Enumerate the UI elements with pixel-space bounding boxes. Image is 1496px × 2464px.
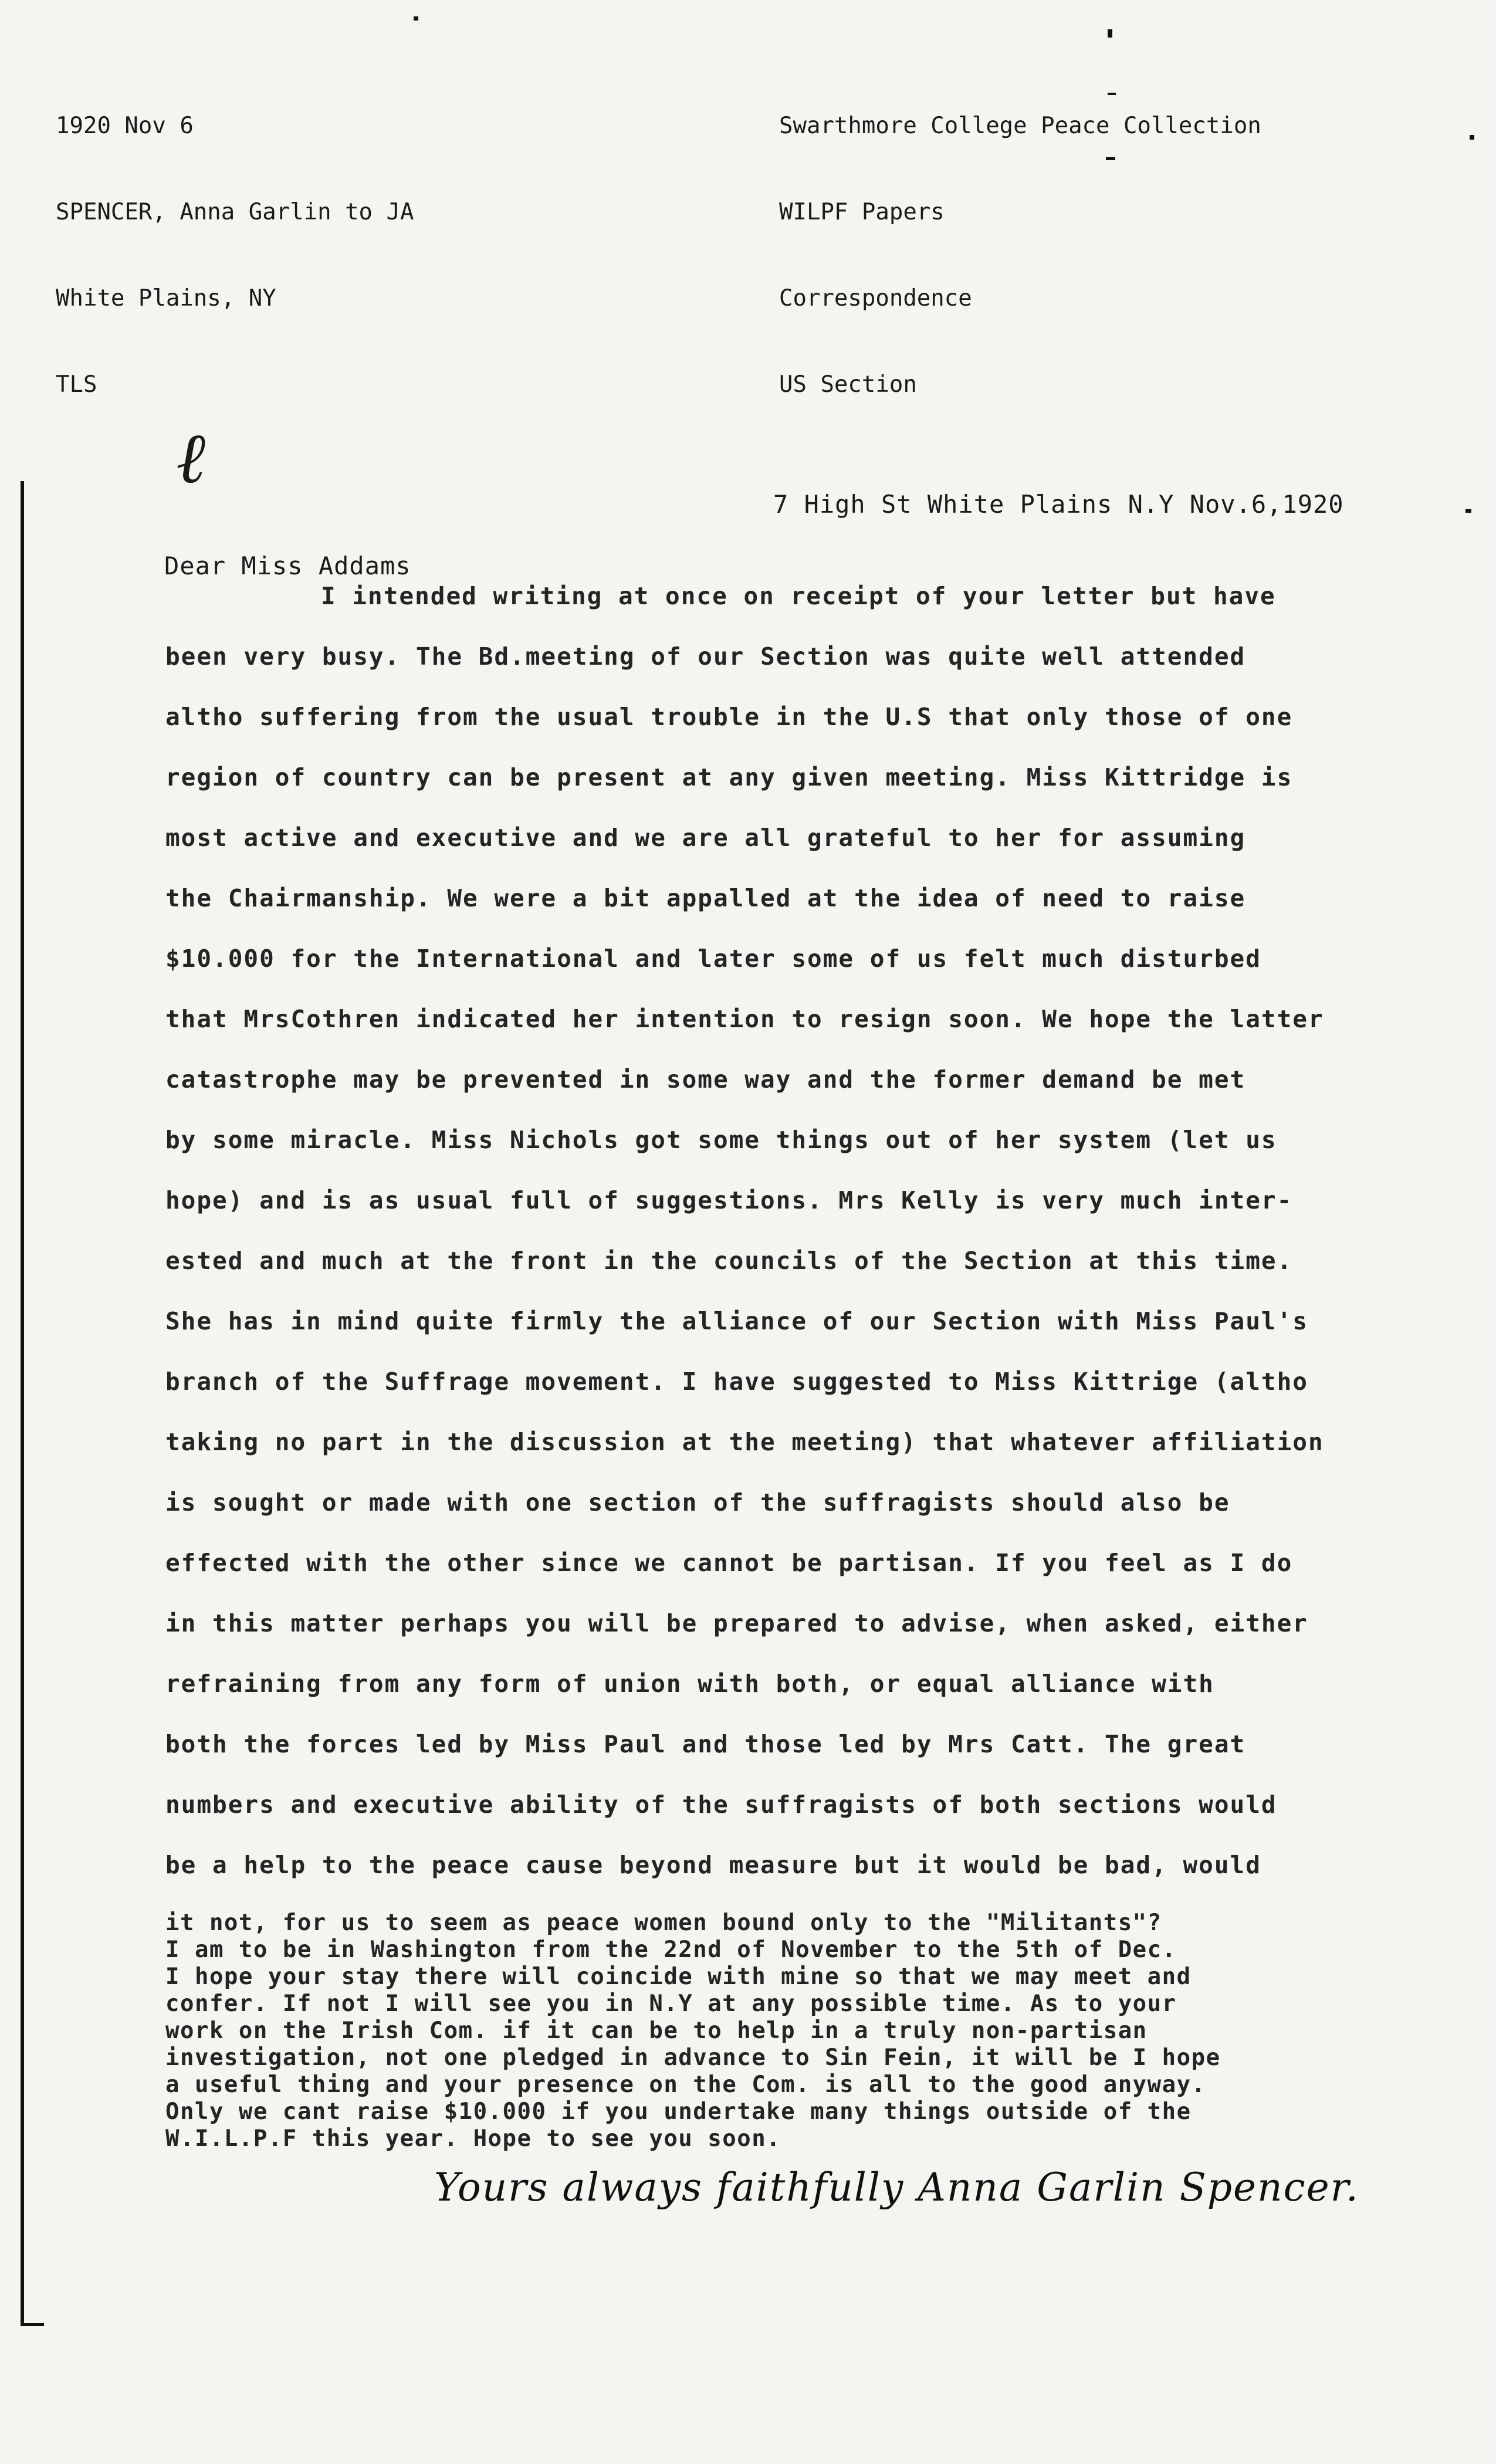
closing-line: confer. If not I will see you in N.Y at any possible time. As to your (165, 1991, 1177, 2017)
body-line: the Chairmanship. We were a bit appalled at the idea of need to raise (165, 884, 1246, 912)
closing-line: I hope your stay there will coincide with mine so that we may meet and (165, 1964, 1192, 1990)
body-line: by some miracle. Miss Nichols got some things out of her system (let us (165, 1126, 1277, 1154)
letter-dateline: 7 High St White Plains N.Y Nov.6,1920 (773, 490, 1344, 519)
archive-section: US Section (779, 371, 917, 398)
archive-header-right (779, 54, 1261, 456)
closing-line: W.I.L.P.F this year. Hope to see you soon. (165, 2125, 781, 2152)
closing-line: investigation, not one pledged in advance to Sin Fein, it will be I hope (165, 2045, 1221, 2071)
scan-speck (1470, 135, 1474, 140)
body-line: altho suffering from the usual trouble in the U.S that only those of one (165, 703, 1293, 731)
scan-speck (1108, 29, 1112, 38)
closing-line: I am to be in Washington from the 22nd of November to the 5th of Dec. (165, 1937, 1177, 1963)
body-line: most active and executive and we are all grateful to her for assuming (165, 824, 1246, 852)
scan-speck (1465, 509, 1471, 513)
letter-body (165, 578, 1450, 1907)
scan-speck (1106, 157, 1115, 160)
body-line: effected with the other since we cannot be partisan. If you feel as I do (165, 1549, 1293, 1577)
closing-line: a useful thing and your presence on the Com. is all to the good anyway. (165, 2072, 1206, 2098)
body-line: catastrophe may be prevented in some way and the former demand be met (165, 1065, 1246, 1094)
body-line: that MrsCothren indicated her intention to resign soon. We hope the latter (165, 1005, 1324, 1033)
body-line: in this matter perhaps you will be prepared to advise, when asked, either (165, 1609, 1308, 1637)
body-line: been very busy. The Bd.meeting of our Section was quite well attended (165, 642, 1246, 671)
body-line: ested and much at the front in the councils of the Section at this time. (165, 1247, 1293, 1275)
body-line: is sought or made with one section of the suffragists should also be (165, 1488, 1230, 1517)
letter-closing (165, 1910, 1456, 2152)
body-line: She has in mind quite firmly the alliance of our Section with Miss Paul's (165, 1307, 1308, 1335)
scan-speck (414, 16, 418, 21)
archive-date: 1920 Nov 6 (56, 113, 194, 139)
scan-speck (1108, 93, 1116, 95)
body-line: both the forces led by Miss Paul and those led by Mrs Catt. The great (165, 1730, 1246, 1758)
body-line: I intended writing at once on receipt of your letter but have (321, 582, 1276, 610)
letter-salutation: Dear Miss Addams (164, 551, 411, 580)
archive-header-left (56, 54, 414, 456)
body-line: $10.000 for the International and later some of us felt much disturbed (165, 945, 1261, 973)
handwritten-signature: Yours always faithfully Anna Garlin Spencer. (434, 2165, 1359, 2210)
body-line: region of country can be present at any given meeting. Miss Kittridge is (165, 763, 1293, 791)
closing-line: Only we cant raise $10.000 if you undertake many things outside of the (165, 2099, 1192, 2125)
archive-place: White Plains, NY (56, 285, 276, 312)
body-line: be a help to the peace cause beyond measure but it would be bad, would (165, 1851, 1261, 1879)
pencil-mark: ℓ (176, 418, 205, 499)
archive-papers: WILPF Papers (779, 199, 945, 225)
body-line: branch of the Suffrage movement. I have suggested to Miss Kittrige (altho (165, 1368, 1308, 1396)
archive-correspondents: SPENCER, Anna Garlin to JA (56, 199, 414, 225)
page-edge-tick (21, 2323, 44, 2326)
body-line: taking no part in the discussion at the meeting) that whatever affiliation (165, 1428, 1324, 1456)
body-line: hope) and is as usual full of suggestions. Mrs Kelly is very much inter- (165, 1186, 1293, 1214)
closing-line: work on the Irish Com. if it can be to help in a truly non-partisan (165, 2018, 1148, 2044)
archive-collection: Swarthmore College Peace Collection (779, 113, 1261, 139)
body-line: refraining from any form of union with both, or equal alliance with (165, 1670, 1214, 1698)
body-line: numbers and executive ability of the suffragists of both sections would (165, 1791, 1277, 1819)
page-edge-line (21, 481, 24, 2326)
closing-line: it not, for us to seem as peace women bound only to the "Militants"? (165, 1910, 1162, 1936)
archive-series: Correspondence (779, 285, 972, 312)
archive-doc-type: TLS (56, 371, 97, 398)
